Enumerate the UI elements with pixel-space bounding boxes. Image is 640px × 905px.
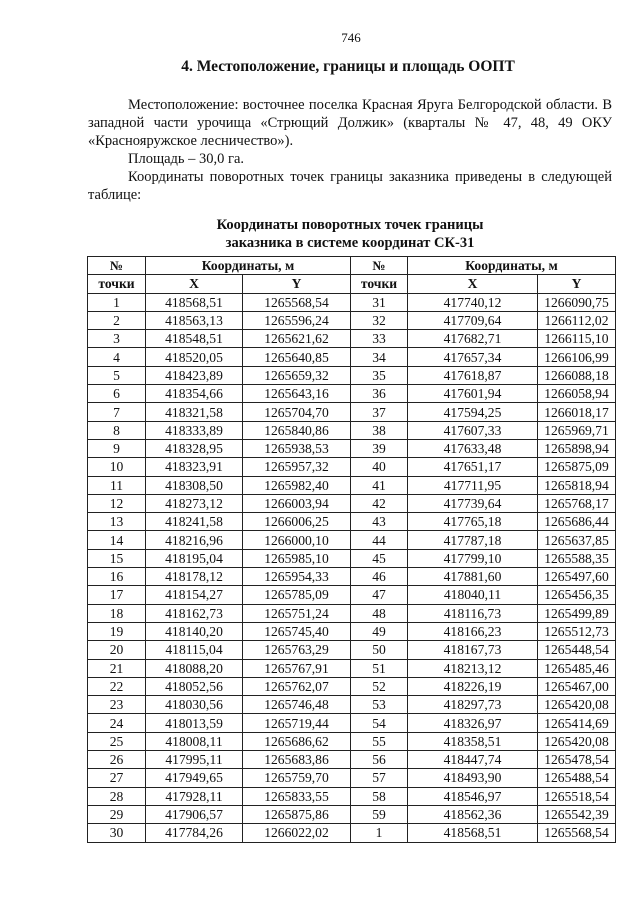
cell-y-left: 1265719,44	[243, 714, 351, 732]
cell-point-number-right: 35	[351, 366, 408, 384]
cell-x-left: 418030,56	[146, 696, 243, 714]
cell-y-right: 1265420,08	[538, 732, 616, 750]
cell-x-left: 417906,57	[146, 805, 243, 823]
cell-point-number-left: 7	[88, 403, 146, 421]
cell-point-number-left: 9	[88, 439, 146, 457]
cell-y-right: 1266115,10	[538, 330, 616, 348]
cell-point-number-right: 59	[351, 805, 408, 823]
cell-point-number-left: 12	[88, 494, 146, 512]
cell-x-right: 417607,33	[408, 421, 538, 439]
table-row	[88, 568, 616, 586]
table-row	[88, 494, 616, 512]
cell-point-number-right: 46	[351, 568, 408, 586]
cell-y-left: 1265954,33	[243, 568, 351, 586]
cell-point-number-right: 47	[351, 586, 408, 604]
cell-x-right: 418167,73	[408, 641, 538, 659]
cell-y-left: 1265621,62	[243, 330, 351, 348]
cell-point-number-right: 43	[351, 513, 408, 531]
coordinates-table-body	[88, 293, 616, 842]
cell-point-number-right: 34	[351, 348, 408, 366]
cell-x-right: 418326,97	[408, 714, 538, 732]
cell-y-right: 1266088,18	[538, 366, 616, 384]
header-x-left: X	[146, 275, 243, 293]
cell-x-left: 418563,13	[146, 311, 243, 329]
cell-y-right: 1265637,85	[538, 531, 616, 549]
cell-y-left: 1265746,48	[243, 696, 351, 714]
cell-y-left: 1266000,10	[243, 531, 351, 549]
cell-x-right: 417739,64	[408, 494, 538, 512]
cell-y-left: 1265596,24	[243, 311, 351, 329]
cell-x-right: 417765,18	[408, 513, 538, 531]
cell-point-number-left: 14	[88, 531, 146, 549]
section-title: 4. Местоположение, границы и площадь ООПТ	[181, 58, 515, 75]
cell-y-right: 1265818,94	[538, 476, 616, 494]
cell-y-left: 1266022,02	[243, 824, 351, 842]
cell-point-number-left: 2	[88, 311, 146, 329]
table-row	[88, 677, 616, 695]
cell-y-right: 1265969,71	[538, 421, 616, 439]
cell-x-left: 418548,51	[146, 330, 243, 348]
cell-y-left: 1266006,25	[243, 513, 351, 531]
cell-y-right: 1266106,99	[538, 348, 616, 366]
table-row	[88, 714, 616, 732]
page-number: 746	[341, 30, 361, 45]
cell-x-left: 418328,95	[146, 439, 243, 457]
cell-x-left: 418520,05	[146, 348, 243, 366]
table-row	[88, 385, 616, 403]
cell-point-number-left: 22	[88, 677, 146, 695]
cell-point-number-right: 56	[351, 751, 408, 769]
table-row	[88, 476, 616, 494]
cell-y-right: 1265420,08	[538, 696, 616, 714]
header-no-symbol: №	[109, 258, 124, 274]
cell-x-left: 417995,11	[146, 751, 243, 769]
cell-point-number-right: 48	[351, 604, 408, 622]
cell-x-left: 418273,12	[146, 494, 243, 512]
cell-x-right: 417633,48	[408, 439, 538, 457]
table-row	[88, 531, 616, 549]
cell-point-number-right: 45	[351, 549, 408, 567]
table-row	[88, 439, 616, 457]
table-row	[88, 751, 616, 769]
location-paragraph: Местоположение: восточнее поселка Красная Яруга Белгородской области. В западной части урочища «Стрющий Должик» (кварталы № 47, 48, 49 ОКУ «Краснояружское лесничество»).	[88, 97, 612, 149]
table-row	[88, 513, 616, 531]
cell-point-number-right: 41	[351, 476, 408, 494]
cell-x-left: 418308,50	[146, 476, 243, 494]
cell-x-left: 418333,89	[146, 421, 243, 439]
cell-x-left: 417784,26	[146, 824, 243, 842]
cell-point-number-right: 40	[351, 458, 408, 476]
table-caption	[88, 216, 612, 252]
table-row	[88, 641, 616, 659]
cell-point-number-left: 26	[88, 751, 146, 769]
table-row	[88, 586, 616, 604]
header-y-left: Y	[243, 275, 351, 293]
cell-point-number-left: 19	[88, 622, 146, 640]
cell-point-number-right: 58	[351, 787, 408, 805]
cell-y-left: 1265751,24	[243, 604, 351, 622]
cell-point-number-right: 55	[351, 732, 408, 750]
cell-point-number-right: 57	[351, 769, 408, 787]
area-paragraph: Площадь – 30,0 га.	[128, 151, 245, 167]
cell-point-number-left: 18	[88, 604, 146, 622]
cell-point-number-left: 1	[88, 293, 146, 311]
cell-x-right: 417799,10	[408, 549, 538, 567]
cell-x-right: 418166,23	[408, 622, 538, 640]
cell-y-right: 1265518,54	[538, 787, 616, 805]
table-row	[88, 659, 616, 677]
cell-x-left: 418162,73	[146, 604, 243, 622]
cell-x-right: 417651,17	[408, 458, 538, 476]
cell-y-left: 1265875,86	[243, 805, 351, 823]
cell-y-right: 1265542,39	[538, 805, 616, 823]
cell-x-right: 417657,34	[408, 348, 538, 366]
cell-y-right: 1265485,46	[538, 659, 616, 677]
table-header-row-1	[88, 257, 616, 275]
header-point-label-left: точки	[88, 275, 146, 293]
cell-x-left: 418568,51	[146, 293, 243, 311]
cell-y-left: 1265840,86	[243, 421, 351, 439]
cell-y-left: 1265833,55	[243, 787, 351, 805]
cell-point-number-left: 29	[88, 805, 146, 823]
cell-y-right: 1265568,54	[538, 824, 616, 842]
table-row	[88, 421, 616, 439]
cell-point-number-left: 16	[88, 568, 146, 586]
cell-point-number-right: 33	[351, 330, 408, 348]
cell-y-right: 1265686,44	[538, 513, 616, 531]
cell-point-number-right: 39	[351, 439, 408, 457]
cell-point-number-left: 5	[88, 366, 146, 384]
cell-point-number-right: 52	[351, 677, 408, 695]
header-point-label-right: точки	[351, 275, 408, 293]
cell-point-number-left: 25	[88, 732, 146, 750]
cell-x-right: 417787,18	[408, 531, 538, 549]
cell-point-number-left: 24	[88, 714, 146, 732]
cell-y-right: 1265588,35	[538, 549, 616, 567]
cell-y-left: 1265683,86	[243, 751, 351, 769]
coordinates-table	[87, 256, 616, 843]
cell-y-left: 1265568,54	[243, 293, 351, 311]
cell-y-right: 1265499,89	[538, 604, 616, 622]
cell-x-left: 418241,58	[146, 513, 243, 531]
cell-point-number-left: 11	[88, 476, 146, 494]
cell-x-left: 418088,20	[146, 659, 243, 677]
cell-point-number-left: 28	[88, 787, 146, 805]
cell-x-right: 417711,95	[408, 476, 538, 494]
cell-y-right: 1265488,54	[538, 769, 616, 787]
cell-y-right: 1265478,54	[538, 751, 616, 769]
cell-y-right: 1265512,73	[538, 622, 616, 640]
cell-x-right: 418213,12	[408, 659, 538, 677]
cell-x-left: 418216,96	[146, 531, 243, 549]
table-row	[88, 458, 616, 476]
cell-y-right: 1265467,00	[538, 677, 616, 695]
cell-x-right: 418493,90	[408, 769, 538, 787]
cell-y-left: 1265659,32	[243, 366, 351, 384]
cell-y-left: 1265982,40	[243, 476, 351, 494]
table-row	[88, 824, 616, 842]
cell-point-number-right: 32	[351, 311, 408, 329]
cell-x-right: 417709,64	[408, 311, 538, 329]
cell-point-number-left: 17	[88, 586, 146, 604]
cell-point-number-left: 21	[88, 659, 146, 677]
table-row	[88, 330, 616, 348]
cell-x-right: 418358,51	[408, 732, 538, 750]
cell-x-left: 417949,65	[146, 769, 243, 787]
header-coordinates-right: Координаты, м	[408, 257, 616, 275]
cell-point-number-right: 54	[351, 714, 408, 732]
cell-point-number-right: 50	[351, 641, 408, 659]
cell-point-number-left: 8	[88, 421, 146, 439]
table-row	[88, 293, 616, 311]
cell-y-left: 1265686,62	[243, 732, 351, 750]
cell-x-left: 418140,20	[146, 622, 243, 640]
cell-y-right: 1265456,35	[538, 586, 616, 604]
cell-point-number-left: 10	[88, 458, 146, 476]
cell-x-right: 418568,51	[408, 824, 538, 842]
table-row	[88, 311, 616, 329]
cell-x-right: 418447,74	[408, 751, 538, 769]
header-point-number-right	[351, 257, 408, 275]
cell-point-number-right: 49	[351, 622, 408, 640]
cell-x-left: 418013,59	[146, 714, 243, 732]
cell-x-right: 418297,73	[408, 696, 538, 714]
cell-y-left: 1265762,07	[243, 677, 351, 695]
cell-y-left: 1265640,85	[243, 348, 351, 366]
table-row	[88, 732, 616, 750]
cell-x-left: 418321,58	[146, 403, 243, 421]
cell-point-number-right: 1	[351, 824, 408, 842]
cell-x-right: 418116,73	[408, 604, 538, 622]
cell-y-right: 1265875,09	[538, 458, 616, 476]
cell-x-left: 418423,89	[146, 366, 243, 384]
table-caption-line-2: заказника в системе координат СК-31	[225, 235, 475, 251]
cell-x-left: 417928,11	[146, 787, 243, 805]
cell-x-right: 418226,19	[408, 677, 538, 695]
cell-x-right: 417601,94	[408, 385, 538, 403]
table-caption-line-1: Координаты поворотных точек границы	[216, 217, 484, 233]
cell-point-number-left: 13	[88, 513, 146, 531]
cell-y-left: 1266003,94	[243, 494, 351, 512]
table-row	[88, 805, 616, 823]
cell-point-number-right: 38	[351, 421, 408, 439]
cell-y-right: 1266112,02	[538, 311, 616, 329]
header-coordinates-left: Координаты, м	[146, 257, 351, 275]
cell-point-number-right: 37	[351, 403, 408, 421]
table-row	[88, 622, 616, 640]
table-row	[88, 787, 616, 805]
cell-y-left: 1265745,40	[243, 622, 351, 640]
cell-x-left: 418115,04	[146, 641, 243, 659]
cell-x-right: 418546,97	[408, 787, 538, 805]
table-row	[88, 769, 616, 787]
cell-x-left: 418008,11	[146, 732, 243, 750]
cell-point-number-right: 44	[351, 531, 408, 549]
cell-x-left: 418195,04	[146, 549, 243, 567]
cell-y-right: 1265768,17	[538, 494, 616, 512]
table-row	[88, 348, 616, 366]
cell-y-left: 1265704,70	[243, 403, 351, 421]
cell-x-right: 417682,71	[408, 330, 538, 348]
cell-point-number-right: 53	[351, 696, 408, 714]
cell-point-number-left: 27	[88, 769, 146, 787]
cell-x-left: 418178,12	[146, 568, 243, 586]
cell-x-right: 417881,60	[408, 568, 538, 586]
cell-x-right: 417740,12	[408, 293, 538, 311]
cell-point-number-left: 3	[88, 330, 146, 348]
cell-x-right: 417618,87	[408, 366, 538, 384]
table-row	[88, 604, 616, 622]
cell-y-left: 1265763,29	[243, 641, 351, 659]
cell-point-number-right: 31	[351, 293, 408, 311]
table-row	[88, 549, 616, 567]
cell-point-number-right: 51	[351, 659, 408, 677]
cell-x-right: 418040,11	[408, 586, 538, 604]
table-row	[88, 696, 616, 714]
cell-y-left: 1265938,53	[243, 439, 351, 457]
table-row	[88, 366, 616, 384]
cell-y-left: 1265957,32	[243, 458, 351, 476]
header-y-right: Y	[538, 275, 616, 293]
cell-y-left: 1265643,16	[243, 385, 351, 403]
cell-point-number-left: 23	[88, 696, 146, 714]
cell-point-number-left: 6	[88, 385, 146, 403]
cell-y-right: 1266018,17	[538, 403, 616, 421]
cell-point-number-left: 20	[88, 641, 146, 659]
cell-point-number-right: 42	[351, 494, 408, 512]
cell-y-right: 1266058,94	[538, 385, 616, 403]
cell-x-right: 418562,36	[408, 805, 538, 823]
table-intro-paragraph: Координаты поворотных точек границы заказника приведены в следующей таблице:	[88, 169, 612, 203]
header-point-number-left	[88, 257, 146, 275]
cell-y-right: 1265497,60	[538, 568, 616, 586]
cell-y-left: 1265785,09	[243, 586, 351, 604]
cell-point-number-left: 4	[88, 348, 146, 366]
header-no-symbol: №	[372, 258, 386, 274]
cell-x-left: 418154,27	[146, 586, 243, 604]
cell-y-right: 1265448,54	[538, 641, 616, 659]
cell-y-right: 1265898,94	[538, 439, 616, 457]
cell-y-left: 1265767,91	[243, 659, 351, 677]
cell-x-left: 418052,56	[146, 677, 243, 695]
table-row	[88, 403, 616, 421]
cell-x-left: 418354,66	[146, 385, 243, 403]
cell-point-number-left: 15	[88, 549, 146, 567]
cell-point-number-right: 36	[351, 385, 408, 403]
cell-y-right: 1265414,69	[538, 714, 616, 732]
cell-y-right: 1266090,75	[538, 293, 616, 311]
header-x-right: X	[408, 275, 538, 293]
table-header-row-2	[88, 275, 616, 293]
cell-x-left: 418323,91	[146, 458, 243, 476]
cell-x-right: 417594,25	[408, 403, 538, 421]
cell-point-number-left: 30	[88, 824, 146, 842]
cell-y-left: 1265759,70	[243, 769, 351, 787]
cell-y-left: 1265985,10	[243, 549, 351, 567]
